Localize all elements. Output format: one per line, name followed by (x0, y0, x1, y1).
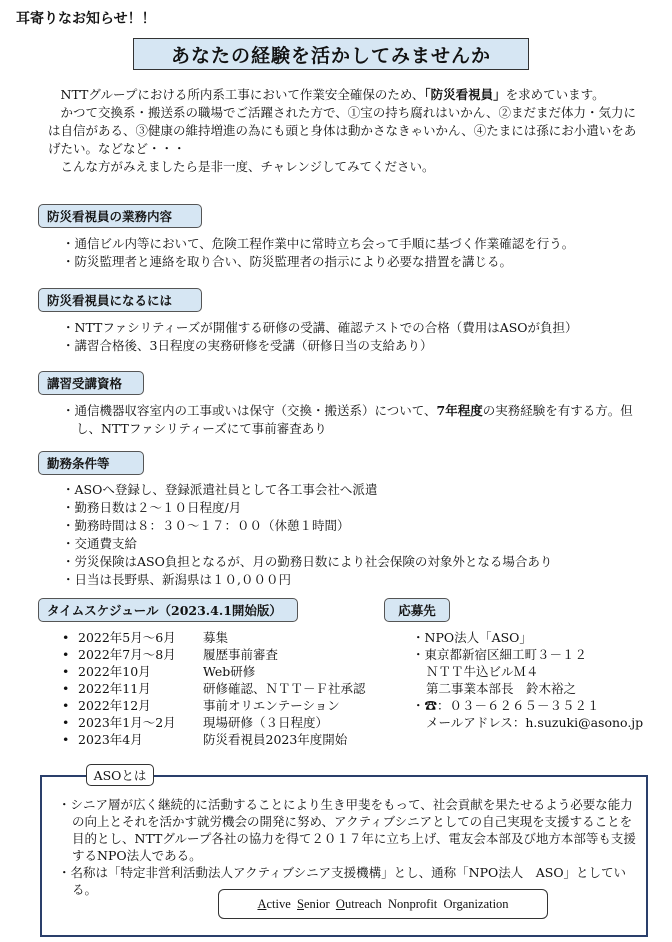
schedule-event: 事前オリエンテーション (203, 698, 340, 713)
schedule-row: • 2022年7月～8月 履歴事前審査 (62, 647, 279, 662)
section-heading-qualification: 講習受講資格 (38, 371, 144, 395)
list-item: ・交通費支給 (62, 536, 138, 551)
schedule-row: • 2022年12月 事前オリエンテーション (62, 698, 340, 713)
list-item: ・通信機器収容室内の工事或いは保守（交換・搬送系）について、7年程度の実務経験を有する方。但し、NTTファシリティーズにて事前審査あり (62, 403, 633, 436)
list-item: ・防災監理者と連絡を取り合い、防災監理者の指示により必要な措置を講じる。 (62, 254, 513, 269)
schedule-event: 履歴事前審査 (203, 647, 279, 662)
list-item: ・NTTファシリティーズが開催する研修の受講、確認テストでの合格（費用はASOが負担） (62, 320, 578, 335)
intro-text (48, 86, 638, 176)
schedule-date: 2022年12月 (78, 698, 151, 713)
contact-address: ・東京都新宿区細工町３－１２ (412, 647, 588, 662)
list-item: ・日当は長野県、新潟県は１０,０００円 (62, 572, 291, 587)
list-item: ・勤務時間は８：３０～１７：００（休憩１時間） (62, 518, 350, 533)
contact-building: ＮＴＴ牛込ビルＭ４ (426, 664, 539, 679)
qualification-list (62, 402, 650, 438)
schedule-date: 2022年7月～8月 (78, 647, 176, 662)
section-heading-conditions: 勤務条件等 (38, 451, 144, 475)
page-title: あなたの経験を活かしてみませんか (133, 38, 529, 70)
intro-paragraph-3: こんな方がみえましたら是非一度、チャレンジしてみてください。 (60, 159, 435, 174)
contact-person: 第二事業本部長 鈴木裕之 (426, 681, 577, 696)
schedule-row: • 2023年4月 防災看視員2023年度開始 (62, 732, 348, 747)
schedule-date: 2022年5月～6月 (78, 630, 176, 645)
schedule-row: • 2022年11月 研修確認、ＮＴＴ－Ｆ社承認 (62, 681, 366, 696)
list-item: ・講習合格後、3日程度の実務研修を受講（研修日当の支給あり） (62, 338, 433, 353)
schedule-row: • 2023年1月～2月 現場研修（３日程度） (62, 715, 329, 730)
schedule-event: 防災看視員2023年度開始 (203, 732, 348, 747)
section-heading-contact: 応募先 (384, 598, 450, 622)
intro-paragraph-1: NTTグループにおける所内系工事において作業安全確保のため、「防災看視員」を求めています。 (60, 87, 605, 102)
aso-acronym-box: Active Senior Outreach Nonprofit Organization (218, 889, 548, 919)
list-item: ・ASOへ登録し、登録派遣社員として各工事会社へ派遣 (62, 482, 378, 497)
intro-paragraph-2: かつて交換系・搬送系の職場でご活躍された方で、①宝の持ち腐れはいかん、②まだまだ体力・気力には自信がある、③健康の維持増進の為にも頭と身体は動かさなきゃいかん、④たまには孫にお小遣いをあげたい。などなど・・・ (48, 105, 637, 156)
schedule-row: • 2022年5月～6月 募集 (62, 630, 229, 645)
conditions-list (62, 481, 652, 589)
telephone-icon: ☎ (424, 698, 438, 713)
contact-phone: ・☎：０３－６２６５－３５２１ (412, 698, 600, 713)
become-list (62, 319, 652, 355)
schedule-row: • 2022年10月 Web研修 (62, 664, 256, 679)
notice-label: 耳寄りなお知らせ！！ (16, 11, 156, 27)
schedule-date: 2022年11月 (78, 681, 151, 696)
contact-email: メールアドレス：h.suzuki@asono.jp (426, 715, 644, 730)
aso-heading: ASOとは (86, 764, 154, 786)
list-item: ・勤務日数は２～１０日程度/月 (62, 500, 242, 515)
list-item: ・通信ビル内等において、危険工程作業中に常時立ち会って手順に基づく作業確認を行う。 (62, 236, 575, 251)
list-item: ・労災保険はASO負担となるが、月の勤務日数により社会保険の対象外となる場合あり (62, 554, 553, 569)
section-heading-become: 防災看視員になるには (38, 288, 202, 312)
contact-org: ・NPO法人「ASO」 (412, 630, 532, 645)
schedule-table (62, 629, 392, 748)
schedule-date: 2023年4月 (78, 732, 143, 747)
list-item: ・シニア層が広く継続的に活動することにより生き甲斐をもって、社会貢献を果たせるよう必要な能力の向上とそれを活かす就労機会の開発に努め、アクティブシニアとしての自己実現を支援することを目的とし、NTTグループ各社の協力を得て２０１７年に立ち上げ、電友会本部及び地方本部等も支援するNPO法人である。 (58, 797, 636, 863)
list-item: ・名称は「特定非営利活動法人アクティブシニア支援機構」とし、通称「NPO法人 ASO」としている。 (58, 865, 627, 897)
schedule-date: 2023年1月～2月 (78, 715, 176, 730)
contact-info (412, 629, 662, 731)
duties-list (62, 235, 652, 271)
schedule-event: 現場研修（３日程度） (203, 715, 329, 730)
aso-description (58, 796, 638, 898)
schedule-date: 2022年10月 (78, 664, 151, 679)
section-heading-schedule: タイムスケジュール（2023.4.1開始版） (38, 598, 298, 622)
section-heading-duties: 防災看視員の業務内容 (38, 204, 202, 228)
schedule-event: 研修確認、ＮＴＴ－Ｆ社承認 (203, 681, 366, 696)
schedule-event: 募集 (203, 630, 229, 645)
schedule-event: Web研修 (203, 664, 256, 679)
